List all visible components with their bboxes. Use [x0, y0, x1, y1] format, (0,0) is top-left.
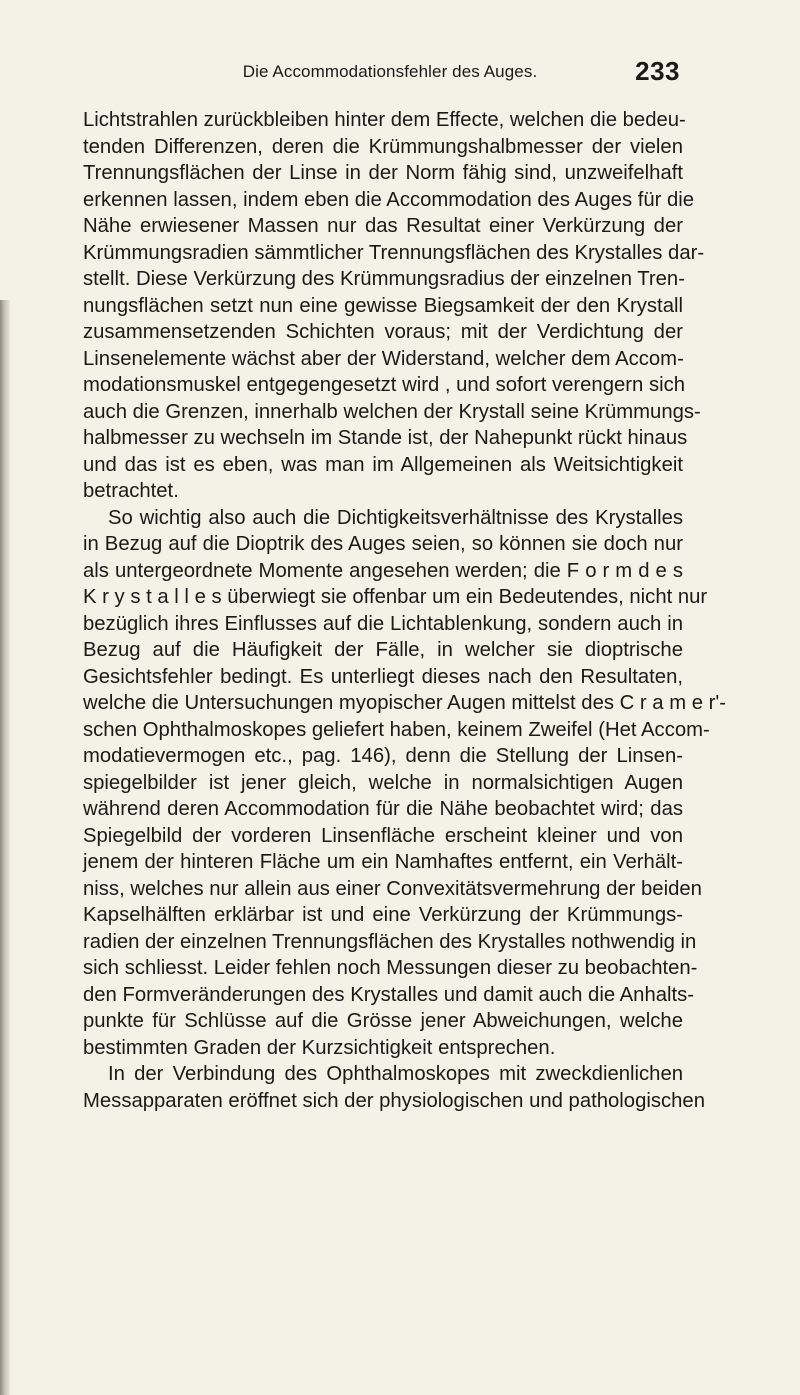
body-text [83, 107, 727, 1114]
text-line: Messapparaten eröffnet sich der physiologischen und pathologischen [83, 1089, 705, 1112]
text-line: K r y s t a l l e s überwiegt sie offenbar um ein Bedeutendes, nicht nur [83, 586, 708, 608]
text-line: So wichtig also auch die Dichtigkeitsverhältnisse des Krystalles [108, 506, 683, 529]
text-line: als untergeordnete Momente angesehen werden; die F o r m d e s [83, 559, 683, 582]
text-line: und das ist es eben, was man im Allgemeinen als Weitsichtigkeit [83, 453, 683, 476]
text-line: In der Verbindung des Ophthalmoskopes mit zweckdienlichen [108, 1063, 683, 1085]
text-line: modationsmuskel entgegengesetzt wird , und sofort verengern sich [83, 374, 686, 396]
text-line: spiegelbilder ist jener gleich, welche in normalsichtigen Augen [83, 771, 683, 794]
text-line: Nähe erwiesener Massen nur das Resultat einer Verkürzung der [83, 215, 683, 237]
text-line: den Formveränderungen des Krystalles und damit auch die Anhalts- [83, 983, 695, 1006]
text-line: Linsenelemente wächst aber der Widerstand, welcher dem Accom- [83, 347, 684, 370]
page-gutter-shadow [0, 300, 10, 1395]
text-line: während deren Accommodation für die Nähe beobachtet wird; das [83, 798, 683, 820]
text-line: Kapselhälften erklärbar ist und eine Verkürzung der Krümmungs- [83, 904, 683, 926]
text-line: niss, welches nur allein aus einer Convexitätsvermehrung der beiden [83, 877, 702, 900]
text-line: Spiegelbild der vorderen Linsenfläche erscheint kleiner und von [83, 824, 683, 847]
page-header [100, 56, 680, 96]
text-line: erkennen lassen, indem eben die Accommodation des Auges für die [83, 188, 695, 211]
text-line: punkte für Schlüsse auf die Grösse jener Abweichungen, welche [83, 1010, 683, 1032]
text-line: bestimmten Graden der Kurzsichtigkeit entsprechen. [83, 1036, 556, 1059]
text-line: bezüglich ihres Einflusses auf die Lichtablenkung, sondern auch in [83, 612, 683, 635]
running-title: Die Accommodationsfehler des Auges. [242, 62, 538, 81]
text-line: Krümmungsradien sämmtlicher Trennungsflächen des Krystalles dar- [83, 241, 705, 264]
text-line: Lichtstrahlen zurückbleiben hinter dem Effecte, welchen die bedeu- [83, 109, 686, 131]
text-line: betrachtet. [83, 480, 179, 502]
text-line: zusammensetzenden Schichten voraus; mit der Verdichtung der [83, 321, 683, 343]
text-line: Bezug auf die Häufigkeit der Fälle, in welcher sie dioptrische [83, 639, 683, 661]
text-line: stellt. Diese Verkürzung des Krümmungsradius der einzelnen Tren- [83, 268, 685, 290]
text-line: in Bezug auf die Dioptrik des Auges seien, so können sie doch nur [83, 533, 683, 555]
text-line: Trennungsflächen der Linse in der Norm fähig sind, unzweifelhaft [83, 162, 683, 184]
text-line: auch die Grenzen, innerhalb welchen der Krystall seine Krümmungs- [83, 400, 701, 423]
text-line: halbmesser zu wechseln im Stande ist, der Nahepunkt rückt hinaus [83, 427, 688, 449]
text-line: modatievermogen etc., pag. 146), denn die Stellung der Linsen- [83, 745, 683, 767]
text-line: Gesichtsfehler bedingt. Es unterliegt dieses nach den Resultaten, [83, 665, 683, 688]
text-line: tenden Differenzen, deren die Krümmungshalbmesser der vielen [83, 135, 683, 158]
text-line: nungsflächen setzt nun eine gewisse Biegsamkeit der den Krystall [83, 294, 683, 317]
text-line: sich schliesst. Leider fehlen noch Messungen dieser zu beobachten- [83, 957, 698, 979]
text-line: radien der einzelnen Trennungsflächen des Krystalles nothwendig in [83, 930, 697, 953]
page-number: 233 [635, 56, 680, 86]
text-line: schen Ophthalmoskopes geliefert haben, keinem Zweifel (Het Accom- [83, 718, 710, 741]
text-line: jenem der hinteren Fläche um ein Namhaftes entfernt, ein Verhält- [83, 851, 683, 873]
text-line: welche die Untersuchungen myopischer Augen mittelst des C r a m e r'- [83, 692, 727, 714]
